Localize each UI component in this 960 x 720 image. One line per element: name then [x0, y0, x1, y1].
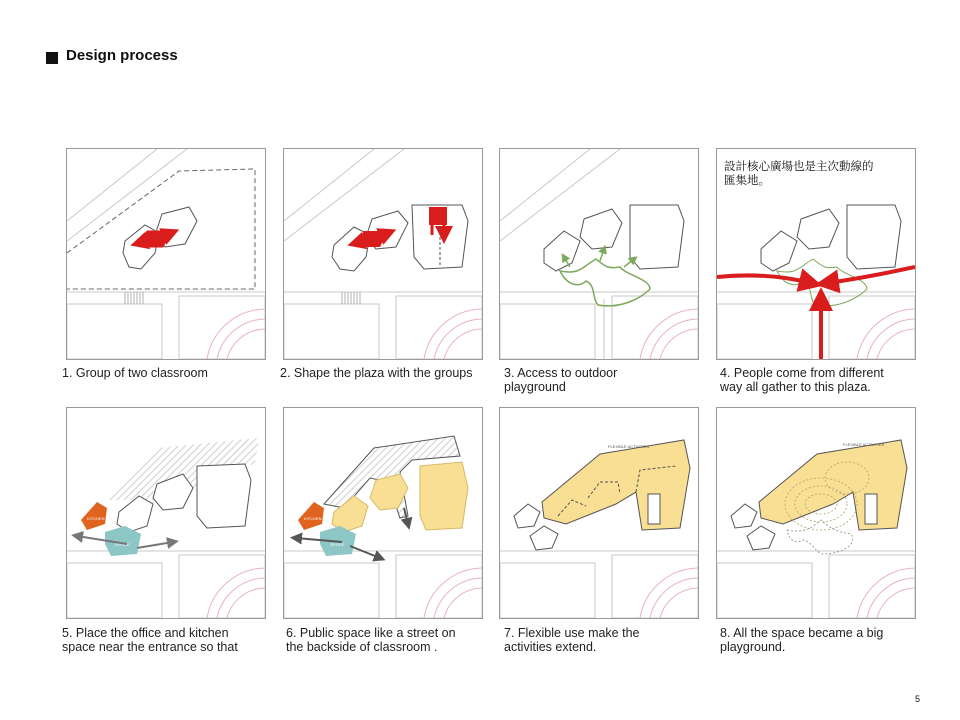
office-label: OFFICE: [330, 542, 345, 547]
diagram-panel-6: [283, 407, 483, 619]
diagram-panel-7: [499, 407, 699, 619]
caption-1: 1. Group of two classroom: [62, 366, 208, 380]
panel-4-note: 設計核心廣場也是主次動線的 匯集地。: [724, 161, 874, 187]
kitchen-label: KITCHEN: [87, 516, 105, 521]
diagram-panel-8: [716, 407, 916, 619]
flexible-activities-label: FLEXIBLE ACTIVITIES: [843, 442, 885, 447]
caption-5: 5. Place the office and kitchen space near the entrance so that: [62, 626, 238, 654]
diagram-panel-1: [66, 148, 266, 360]
diagram-panel-2: [283, 148, 483, 360]
caption-8: 8. All the space became a big playground.: [720, 626, 884, 654]
kitchen-label: KITCHEN: [304, 516, 322, 521]
caption-2: 2. Shape the plaza with the groups: [280, 366, 473, 380]
office-label: OFFICE: [115, 542, 130, 547]
caption-3: 3. Access to outdoor playground: [504, 366, 618, 394]
caption-6: 6. Public space like a street on the backside of classroom .: [286, 626, 456, 654]
caption-7: 7. Flexible use make the activities extend.: [504, 626, 640, 654]
flexible-activities-label: FLEXIBLE ACTIVITIES: [608, 444, 650, 449]
page-number: 5: [914, 694, 920, 704]
diagram-panel-5: [66, 407, 266, 619]
section-header: [46, 47, 178, 64]
page-title: Design process: [66, 47, 178, 64]
caption-4: 4. People come from different way all gather to this plaza.: [720, 366, 884, 394]
square-bullet-icon: [46, 52, 58, 64]
diagram-panel-3: [499, 148, 699, 360]
